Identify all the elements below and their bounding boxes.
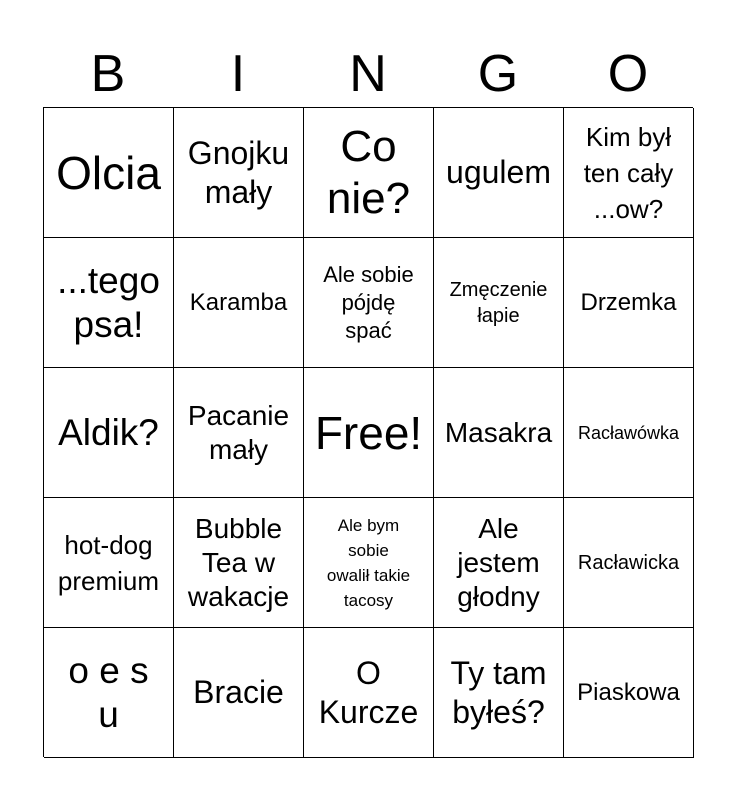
bingo-cell-r2-c2[interactable] [174, 238, 304, 368]
bingo-cell-text: Olcia [56, 146, 161, 199]
header-letter-n: N [349, 45, 387, 103]
bingo-cell-r2-c1[interactable] [44, 238, 174, 368]
bingo-cell-r5-c4[interactable] [434, 628, 564, 758]
bingo-cell-text: Bubble Tea w wakacje [187, 512, 290, 612]
bingo-cell-text: Pacanie mały [187, 399, 290, 465]
bingo-cell-r5-c2[interactable] [174, 628, 304, 758]
bingo-cell-text: o e s u [68, 649, 149, 735]
bingo-cell-r4-c2[interactable] [174, 498, 304, 628]
bingo-cell-text: Karamba [189, 289, 288, 316]
header-letter-o: O [607, 45, 649, 103]
bingo-cell-r4-c5[interactable] [564, 498, 694, 628]
bingo-cell-r5-c5[interactable] [564, 628, 694, 758]
bingo-cell-r4-c3[interactable] [304, 498, 434, 628]
bingo-cell-text: Ale sobie pójdę spać [323, 261, 414, 343]
header-letter-i: I [230, 45, 246, 103]
bingo-cell-text: Zmęczenie łapie [449, 278, 548, 327]
bingo-cell-text: Drzemka [580, 289, 677, 316]
bingo-cell-text: Ale bym sobie owalił takie tacosy [326, 515, 411, 610]
bingo-cell-text: ...tego psa! [57, 259, 160, 345]
bingo-cell-text: Ale jestem głodny [457, 512, 540, 612]
bingo-header [43, 40, 693, 108]
bingo-cell-r1-c3[interactable] [304, 108, 434, 238]
bingo-cell-text: Co nie? [326, 121, 411, 223]
bingo-cell-text: Aldik? [58, 411, 159, 453]
header-letter-b: B [90, 45, 126, 103]
free-space-text: Free! [314, 406, 423, 459]
bingo-cell-text: Masakra [444, 416, 553, 448]
bingo-board [43, 107, 693, 757]
bingo-cell-r2-c5[interactable] [564, 238, 694, 368]
bingo-cell-text: ugulem [446, 154, 551, 190]
bingo-cell-r3-c1[interactable] [44, 368, 174, 498]
bingo-cell-r5-c3[interactable] [304, 628, 434, 758]
bingo-cell-text: O Kurcze [318, 654, 419, 730]
header-letter-g: G [477, 45, 519, 103]
bingo-cell-text: Racławicka [577, 551, 680, 574]
bingo-cell-text: Kim był ten cały ...ow? [583, 121, 674, 224]
bingo-cell-text: Racławówka [577, 422, 680, 443]
bingo-cell-r1-c5[interactable] [564, 108, 694, 238]
bingo-cell-r3-c3-free[interactable] [304, 368, 434, 498]
bingo-cell-r2-c3[interactable] [304, 238, 434, 368]
bingo-cell-r1-c2[interactable] [174, 108, 304, 238]
bingo-cell-r3-c2[interactable] [174, 368, 304, 498]
bingo-cell-r3-c4[interactable] [434, 368, 564, 498]
bingo-cell-text: Piaskowa [577, 679, 680, 706]
bingo-cell-text: Gnojku mały [187, 134, 290, 210]
bingo-cell-text: Ty tam byłeś? [450, 654, 547, 730]
bingo-cell-r4-c4[interactable] [434, 498, 564, 628]
bingo-cell-r4-c1[interactable] [44, 498, 174, 628]
bingo-cell-r5-c1[interactable] [44, 628, 174, 758]
bingo-cell-text: hot-dog premium [57, 529, 160, 596]
bingo-cell-r3-c5[interactable] [564, 368, 694, 498]
bingo-cell-r1-c4[interactable] [434, 108, 564, 238]
bingo-cell-text: Bracie [193, 674, 284, 710]
bingo-cell-r1-c1[interactable] [44, 108, 174, 238]
bingo-cell-r2-c4[interactable] [434, 238, 564, 368]
